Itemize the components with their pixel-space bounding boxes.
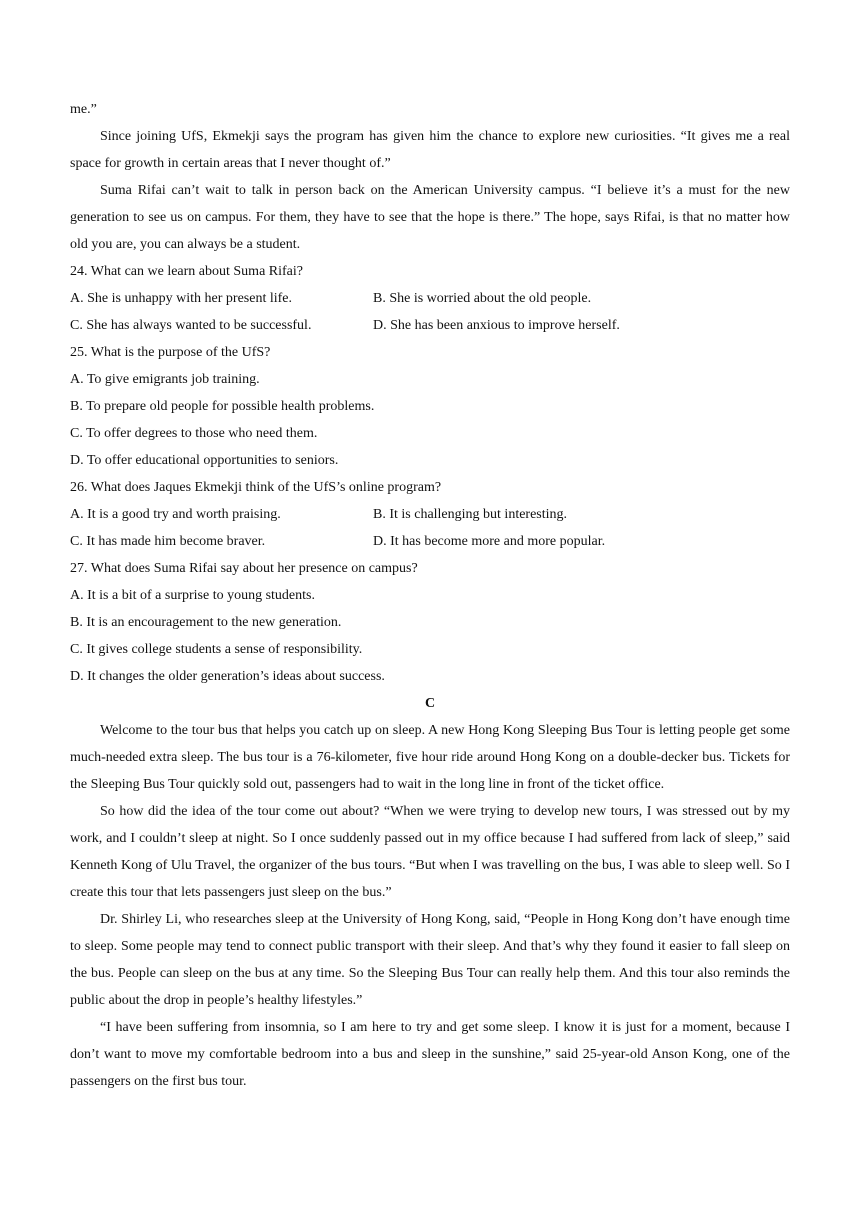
question-24-options-row-1: [70, 285, 790, 312]
section-c-paragraph-2: So how did the idea of the tour come out about? “When we were trying to develop new tours, I was stressed out by my work, and I couldn’t sleep at night. So I once suddenly passed out in my office because I had suffered from lack of sleep,” said Kenneth Kong of Ulu Travel, the organizer of the bus tours. “But when I was travelling on the bus, I was able to sleep well. So I create this tour that lets passengers just sleep on the bus.”: [70, 804, 790, 900]
passage-paragraph: Suma Rifai can’t wait to talk in person back on the American University campus. “I believe it’s a must for the new generation to see us on campus. For them, they have to see that the hope is there.” The hope, says Rifai, is that no matter how old you are, you can always be a student.: [70, 183, 790, 252]
passage-continuation: me.”: [70, 102, 97, 117]
option-27-d[interactable]: D. It changes the older generation’s ideas about success.: [70, 669, 385, 684]
option-25-c[interactable]: C. To offer degrees to those who need them.: [70, 426, 318, 441]
question-24-options-row-2: [70, 312, 790, 339]
option-24-d[interactable]: D. She has been anxious to improve herself.: [373, 318, 620, 333]
question-24-stem: 24. What can we learn about Suma Rifai?: [70, 264, 303, 279]
section-c-paragraph-3: Dr. Shirley Li, who researches sleep at the University of Hong Kong, said, “People in Hong Kong don’t have enough time to sleep. Some people may tend to connect public transport with their sleep. And that’s why they found it easier to fall sleep on the bus. People can sleep on the bus at any time. So the Sleeping Bus Tour can really help them. And this tour also reminds the public about the drop in people’s healthy lifestyles.”: [70, 912, 790, 1008]
option-27-b[interactable]: B. It is an encouragement to the new generation.: [70, 615, 342, 630]
section-c-paragraph-4: “I have been suffering from insomnia, so I am here to try and get some sleep. I know it is just for a moment, because I don’t want to move my comfortable bedroom into a bus and sleep in the sunshine,” said 25-year-old Anson Kong, one of the passengers on the first bus tour.: [70, 1020, 790, 1089]
option-27-a[interactable]: A. It is a bit of a surprise to young students.: [70, 588, 315, 603]
passage-paragraph: Since joining UfS, Ekmekji says the program has given him the chance to explore new curiosities. “It gives me a real space for growth in certain areas that I never thought of.”: [70, 129, 790, 171]
option-25-a[interactable]: A. To give emigrants job training.: [70, 372, 260, 387]
option-26-b[interactable]: B. It is challenging but interesting.: [373, 507, 568, 522]
question-26-options-row-2: [70, 528, 790, 555]
option-25-d[interactable]: D. To offer educational opportunities to seniors.: [70, 453, 339, 468]
section-c-heading: C: [424, 696, 436, 711]
question-26-stem: 26. What does Jaques Ekmekji think of the UfS’s online program?: [70, 480, 442, 495]
option-27-c[interactable]: C. It gives college students a sense of responsibility.: [70, 642, 363, 657]
section-c-paragraph-1: Welcome to the tour bus that helps you catch up on sleep. A new Hong Kong Sleeping Bus Tour is letting people get some much-needed extra sleep. The bus tour is a 76-kilometer, five hour ride around Hong Kong on a double-decker bus. Tickets for the Sleeping Bus Tour quickly sold out, passengers had to wait in the long line in front of the ticket office.: [70, 723, 790, 792]
option-24-a[interactable]: A. She is unhappy with her present life.: [70, 291, 293, 306]
question-26-options-row-1: [70, 501, 790, 528]
option-25-b[interactable]: B. To prepare old people for possible health problems.: [70, 399, 375, 414]
option-26-c[interactable]: C. It has made him become braver.: [70, 534, 266, 549]
question-25-stem: 25. What is the purpose of the UfS?: [70, 345, 271, 360]
option-26-a[interactable]: A. It is a good try and worth praising.: [70, 507, 281, 522]
option-24-b[interactable]: B. She is worried about the old people.: [373, 291, 592, 306]
option-24-c[interactable]: C. She has always wanted to be successful.: [70, 318, 312, 333]
option-26-d[interactable]: D. It has become more and more popular.: [373, 534, 606, 549]
question-27-stem: 27. What does Suma Rifai say about her presence on campus?: [70, 561, 418, 576]
